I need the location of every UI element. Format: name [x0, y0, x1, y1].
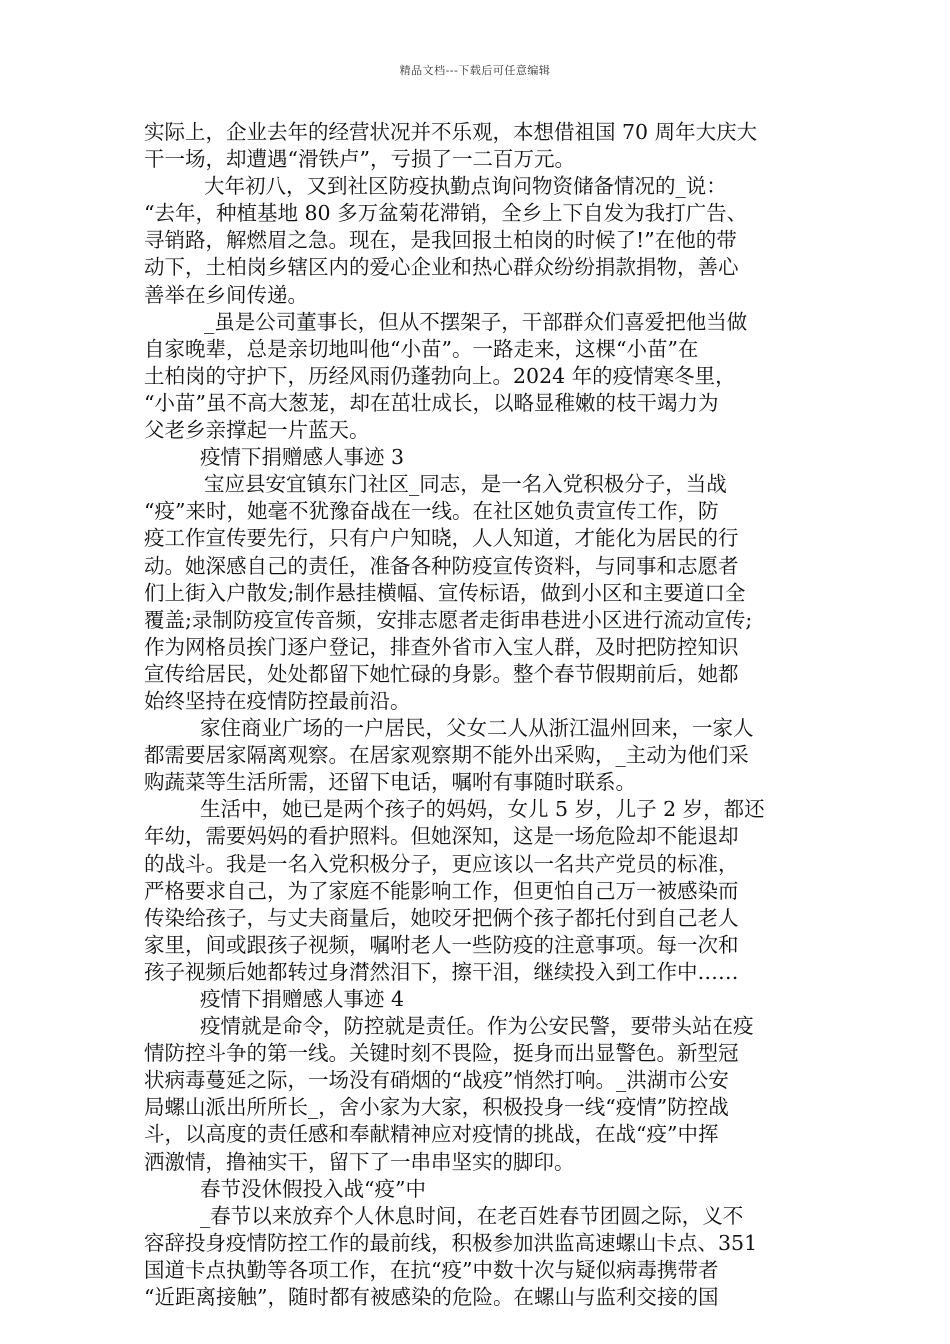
text-line: 们上街入户散发;制作悬挂横幅、宣传标语，做到小区和主要道口全 [144, 580, 746, 605]
section-heading: 疫情下捐赠感人事迹 4 [200, 987, 405, 1011]
text-line: 家里，间或跟孩子视频，嘱咐老人一些防疫的注意事项。每一次和 [144, 932, 739, 957]
text-line: 疫工作宣传要先行，只有户户知晓，人人知道，才能化为居民的行 [144, 526, 739, 551]
text-line: 动。她深感自己的责任，准备各种防疫宣传资料，与同事和志愿者 [144, 553, 739, 578]
text-line: 干一场，却遭遇“滑铁卢”，亏损了一二百万元。 [144, 147, 575, 172]
text-line: 严格要求自己，为了家庭不能影响工作，但更怕自己万一被感染而 [144, 878, 739, 903]
text-line: 动下，土柏岗乡辖区内的爱心企业和热心群众纷纷捐款捐物，善心 [144, 255, 739, 280]
text-line: 的战斗。我是一名入党积极分子，更应该以一名共产党员的标准， [144, 851, 739, 876]
text-line: 传染给孩子，与丈夫商量后，她咬牙把俩个孩子都托付到自己老人 [144, 905, 739, 930]
text-line: 都需要居家隔离观察。在居家观察期不能外出采购，_主动为他们采 [144, 743, 749, 768]
text-line: _虽是公司董事长，但从不摆架子，干部群众们喜爱把他当做 [204, 309, 748, 334]
section-heading: 疫情下捐赠感人事迹 3 [200, 445, 405, 470]
text-line: 购蔬菜等生活所需，还留下电话，嘱咐有事随时联系。 [144, 770, 636, 795]
text-line: 容辞投身疫情防控工作的最前线，积极参加洪监高速螺山卡点、351 [144, 1230, 758, 1255]
text-line: 情防控斗争的第一线。关键时刻不畏险，挺身而出显警色。新型冠 [144, 1041, 739, 1066]
text-line: “去年，种植基地 80 多万盆菊花滞销，全乡上下自发为我打广告、 [144, 201, 748, 226]
text-line: 土柏岗的守护下，历经风雨仍蓬勃向上。2024 年的疫情寒冬里， [144, 363, 736, 388]
text-line: 寻销路，解燃眉之急。现在，是我回报土柏岗的时候了!”在他的带 [144, 228, 737, 253]
section-heading: 春节没休假投入战“疫”中 [200, 1176, 426, 1201]
text-line: _春节以来放弃个人休息时间，在老百姓春节团圆之际，义不 [200, 1203, 744, 1228]
page-header: 精品文档---下载后可任意编辑 [399, 64, 551, 77]
text-line: 生活中，她已是两个孩子的妈妈，女儿 5 岁，儿子 2 岁，都还 [200, 797, 765, 822]
text-line: 斗，以高度的责任感和奉献精神应对疫情的挑战，在战“疫”中挥 [144, 1122, 719, 1147]
text-line: 疫情就是命令，防控就是责任。作为公安民警，要带头站在疫 [200, 1014, 754, 1039]
document-body [144, 119, 812, 1311]
text-line: 覆盖;录制防疫宣传音频，安排志愿者走街串巷进小区进行流动宣传; [144, 607, 753, 632]
text-line: 父老乡亲撑起一片蓝天。 [144, 418, 370, 443]
text-line: 大年初八，又到社区防疫执勤点询问物资储备情况的_说： [204, 174, 727, 199]
text-line: “近距离接触”，随时都有被感染的危险。在螺山与监利交接的国 [144, 1285, 719, 1310]
text-line: 实际上，企业去年的经营状况并不乐观，本想借祖国 70 周年大庆大 [144, 120, 758, 144]
text-line: 作为网格员挨门逐户登记，排查外省市入宝人群，及时把防控知识 [144, 634, 739, 659]
text-line: 洒激情，撸袖实干，留下了一串串坚实的脚印。 [144, 1149, 575, 1174]
text-line: 局螺山派出所所长_，舍小家为大家，积极投身一线“疫情”防控战 [144, 1095, 729, 1120]
text-line: 国道卡点执勤等各项工作，在抗“疫”中数十次与疑似病毒携带者 [144, 1257, 719, 1282]
text-line: 孩子视频后她都转过身潸然泪下，擦干泪，继续投入到工作中…… [144, 959, 739, 984]
text-line: 家住商业广场的一户居民，父女二人从浙江温州回来，一家人 [200, 716, 754, 741]
text-line: 宣传给居民，处处都留下她忙碌的身影。整个春节假期前后，她都 [144, 661, 739, 686]
text-line: 善举在乡间传递。 [144, 282, 308, 307]
text-line: 年幼，需要妈妈的看护照料。但她深知，这是一场危险却不能退却 [144, 824, 739, 849]
text-line: 状病毒蔓延之际，一场没有硝烟的“战疫”悄然打响。_洪湖市公安 [144, 1068, 729, 1093]
text-line: 宝应县安宜镇东门社区_同志，是一名入党积极分子，当战 [204, 472, 727, 497]
text-line: “疫”来时，她毫不犹豫奋战在一线。在社区她负责宣传工作，防 [144, 499, 719, 524]
text-line: 始终坚持在疫情防控最前沿。 [144, 688, 411, 713]
text-line: 自家晚辈，总是亲切地叫他“小苗”。一路走来，这棵“小苗”在 [144, 336, 699, 361]
text-line: “小苗”虽不高大葱茏，却在茁壮成长，以略显稚嫩的枝干竭力为 [144, 390, 719, 415]
